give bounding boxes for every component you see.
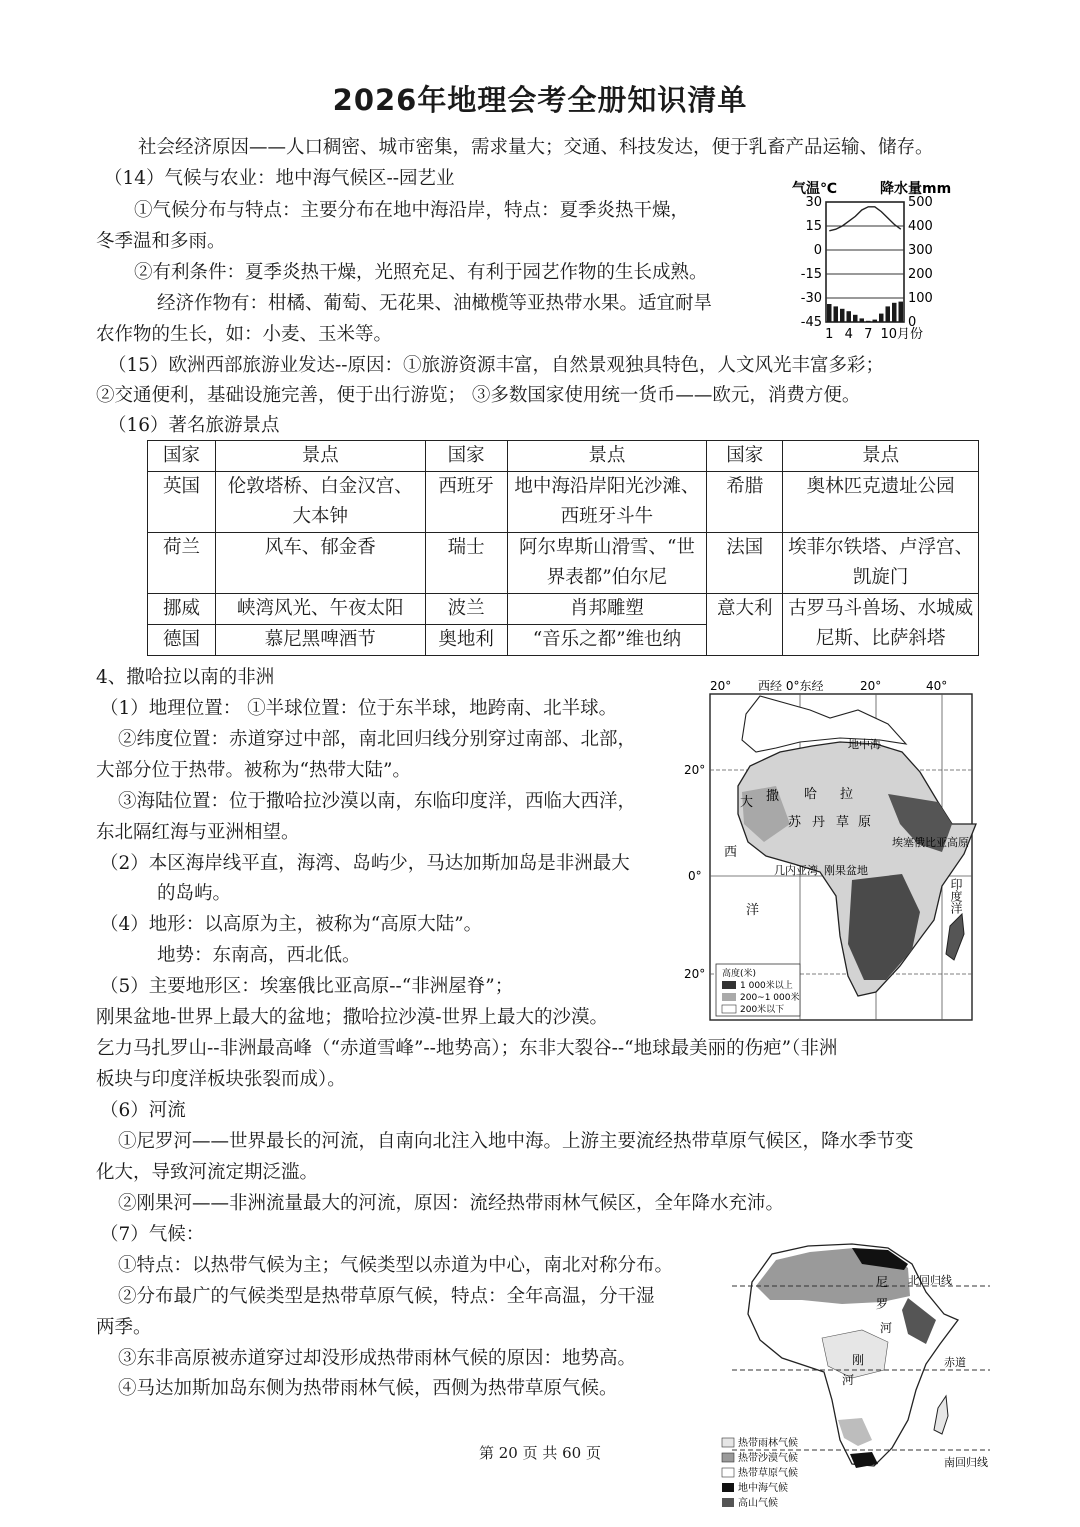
header-cell: 国家 xyxy=(707,441,783,472)
tourist-spots-table xyxy=(147,440,979,656)
map-label: 丹 xyxy=(812,815,826,830)
header-cell: 景点 xyxy=(783,441,979,472)
country-cell: 意大利 xyxy=(707,594,783,656)
text-line: 化大，导致河流定期泛滥。 xyxy=(96,1162,319,1183)
spot-cell: 风车、郁金香 xyxy=(215,533,425,594)
spot-cell: 埃菲尔铁塔、卢浮宫、凯旋门 xyxy=(783,533,979,594)
precip-axis-label: 降水量mm xyxy=(880,181,952,197)
temp-tick-label: -15 xyxy=(800,267,822,282)
madagascar xyxy=(934,1396,948,1434)
map-label: 撒 xyxy=(766,789,780,804)
page-number: 第 20 页 共 60 页 xyxy=(478,1444,601,1462)
month-tick-label: 10月份 xyxy=(880,327,924,342)
precip-tick-label: 300 xyxy=(908,243,933,258)
map-label: 刚 xyxy=(852,1353,865,1367)
legend-title: 高度(米) xyxy=(722,969,757,979)
legend-item: 200米以下 xyxy=(740,1005,785,1015)
table-row xyxy=(148,472,979,533)
text-line: ③东非高原被赤道穿过却没形成热带雨林气候的原因：地势高。 xyxy=(118,1348,637,1369)
precip-bar xyxy=(886,306,891,322)
lon-label: 20° xyxy=(860,679,882,693)
header-cell: 国家 xyxy=(425,441,507,472)
map-label: 河 xyxy=(880,1321,893,1335)
map-label: 苏 xyxy=(788,815,802,830)
map-label: 大 xyxy=(740,795,754,810)
precip-bar xyxy=(873,320,878,322)
spot-cell: “音乐之都”维也纳 xyxy=(507,625,707,656)
lat-label: 20° xyxy=(684,763,706,777)
header-cell: 景点 xyxy=(507,441,707,472)
map-label-gulf-of-guinea: 几内亚湾 xyxy=(774,864,818,877)
header-cell: 国家 xyxy=(148,441,216,472)
text-line: ①尼罗河——世界最长的河流，自南向北注入地中海。上游主要流经热带草原气候区，降水季节变 xyxy=(118,1131,914,1152)
text-line: ④马达加斯加岛东侧为热带雨林气候，西侧为热带草原气候。 xyxy=(118,1378,618,1399)
map-label: 西 xyxy=(724,845,738,860)
text-line: ①气候分布与特点：主要分布在地中海沿岸，特点：夏季炎热干燥， xyxy=(134,200,690,221)
section-heading: （16）著名旅游景点 xyxy=(108,415,280,436)
lon-label: 40° xyxy=(926,679,948,693)
map-label-indian-ocean: 印度洋 xyxy=(949,878,963,914)
map-label: 草 xyxy=(836,815,850,830)
table-row xyxy=(148,533,979,594)
precip-tick-label: 0 xyxy=(908,315,917,330)
spot-cell: 伦敦塔桥、白金汉宫、大本钟 xyxy=(215,472,425,533)
text-line: 乞力马扎罗山--非洲最高峰（“赤道雪峰”--地势高）；东非大裂谷--“地球最美丽的伤疤”（非洲 xyxy=(96,1038,838,1059)
legend-item: 热带草原气候 xyxy=(738,1468,798,1479)
precip-tick-label: 400 xyxy=(908,219,933,234)
legend-item: 200~1 000米 xyxy=(740,993,800,1003)
temp-tick-label: 30 xyxy=(805,195,822,210)
text-line: ②交通便利，基础设施完善，便于出行游览； ③多数国家使用统一货币——欧元，消费方便。 xyxy=(96,385,861,406)
table-row xyxy=(148,594,979,625)
lat-label: 20° xyxy=(684,967,706,981)
section-heading: 4、撒哈拉以南的非洲 xyxy=(96,667,275,688)
precip-bar xyxy=(899,302,904,322)
spot-cell: 地中海沿岸阳光沙滩、西班牙斗牛 xyxy=(507,472,707,533)
tropic-of-cancer-label: 北回归线 xyxy=(908,1274,952,1287)
text-line: ②刚果河——非洲流量最大的河流，原因：流经热带雨林气候区，全年降水充沛。 xyxy=(118,1193,785,1214)
temp-tick-label: 15 xyxy=(805,219,822,234)
month-tick-label: 4 xyxy=(844,327,853,342)
country-cell: 波兰 xyxy=(425,594,507,625)
lat-label: 0° xyxy=(688,869,702,883)
lon-label: 西经 0°东经 xyxy=(758,679,824,693)
text-line: 东北隔红海与亚洲相望。 xyxy=(96,822,300,843)
precip-bar xyxy=(834,306,839,322)
country-cell: 挪威 xyxy=(148,594,216,625)
text-line: 两季。 xyxy=(96,1317,152,1338)
section-heading: （6）河流 xyxy=(100,1100,186,1121)
text-line: ②有利条件：夏季炎热干燥，光照充足、有利于园艺作物的生长成熟。 xyxy=(134,262,708,283)
country-cell: 荷兰 xyxy=(148,533,216,594)
country-cell: 西班牙 xyxy=(425,472,507,533)
precip-bar xyxy=(847,311,852,322)
precip-tick-label: 500 xyxy=(908,195,933,210)
legend-item: 热带雨林气候 xyxy=(738,1438,798,1449)
map-label-mediterranean: 地中海 xyxy=(848,738,881,751)
text-line: （4）地形：以高原为主，被称为“高原大陆”。 xyxy=(100,914,483,935)
page-title: 2026年地理会考全册知识清单 xyxy=(332,83,748,117)
equator-label: 赤道 xyxy=(944,1356,966,1369)
text-line: （1）地理位置： ①半球位置：位于东半球，地跨南、北半球。 xyxy=(100,698,618,719)
table-header-row xyxy=(148,441,979,472)
legend-item: 高山气候 xyxy=(738,1498,778,1509)
tropic-of-capricorn-label: 南回归线 xyxy=(944,1456,988,1469)
section-heading: （7）气候： xyxy=(100,1224,205,1245)
spot-cell: 阿尔卑斯山滑雪、“世界表都”伯尔尼 xyxy=(507,533,707,594)
country-cell: 奥地利 xyxy=(425,625,507,656)
legend-item: 1 000米以上 xyxy=(740,981,793,991)
precip-bar xyxy=(860,318,865,322)
text-line: （2）本区海岸线平直，海湾、岛屿少，马达加斯加岛是非洲最大 xyxy=(100,853,630,874)
country-cell: 英国 xyxy=(148,472,216,533)
spot-cell: 慕尼黑啤酒节 xyxy=(215,625,425,656)
text-line: 社会经济原因——人口稠密、城市密集，需求量大；交通、科技发达，便于乳畜产品运输、储存。 xyxy=(138,137,934,158)
spot-cell: 古罗马斗兽场、水城威尼斯、比萨斜塔 xyxy=(783,594,979,656)
precip-bar xyxy=(879,314,884,322)
text-line: 冬季温和多雨。 xyxy=(96,231,226,252)
map-label: 河 xyxy=(842,1373,855,1387)
country-cell: 瑞士 xyxy=(425,533,507,594)
country-cell: 希腊 xyxy=(707,472,783,533)
map-label: 罗 xyxy=(876,1297,889,1311)
text-line: 地势：东南高，西北低。 xyxy=(157,945,361,966)
map-label: 尼 xyxy=(876,1275,889,1289)
precip-tick-label: 100 xyxy=(908,291,933,306)
map-label: 原 xyxy=(858,815,872,830)
spot-cell: 奥林匹克遗址公园 xyxy=(783,472,979,533)
section-heading: （14）气候与农业：地中海气候区--园艺业 xyxy=(104,168,455,189)
temp-axis-label: 气温℃ xyxy=(792,181,837,197)
section-heading: （15）欧洲西部旅游业发达--原因：①旅游资源丰富，自然景观独具特色，人文风光丰富多彩； xyxy=(108,355,885,376)
text-line: ②纬度位置：赤道穿过中部，南北回归线分别穿过南部、北部， xyxy=(118,729,637,750)
text-line: （5）主要地形区：埃塞俄比亚高原--“非洲屋脊”； xyxy=(100,976,514,997)
legend-item: 热带沙漠气候 xyxy=(738,1453,798,1464)
africa-relief-map xyxy=(680,674,980,1022)
temp-tick-label: -45 xyxy=(800,315,822,330)
text-line: ②分布最广的气候类型是热带草原气候，特点：全年高温，分干湿 xyxy=(118,1286,655,1307)
text-line: 经济作物有：柑橘、葡萄、无花果、油橄榄等亚热带水果。适宜耐旱 xyxy=(157,293,713,314)
legend-item: 地中海气候 xyxy=(738,1483,788,1494)
map-label: 洋 xyxy=(746,903,760,918)
text-line: ③海陆位置：位于撒哈拉沙漠以南，东临印度洋，西临大西洋， xyxy=(118,791,637,812)
map-label-ethiopian-highland: 埃塞俄比亚高原 xyxy=(892,836,969,849)
precip-bar xyxy=(840,309,845,322)
spot-cell: 肖邦雕塑 xyxy=(507,594,707,625)
precip-bar xyxy=(892,303,897,322)
africa-climate-map xyxy=(712,1240,1002,1520)
temp-tick-label: -30 xyxy=(800,291,822,306)
climate-chart xyxy=(786,176,986,346)
map-label: 哈 xyxy=(804,787,818,802)
precip-bar xyxy=(853,315,858,322)
precip-tick-label: 200 xyxy=(908,267,933,282)
text-line: ①特点：以热带气候为主；气候类型以赤道为中心，南北对称分布。 xyxy=(118,1255,674,1276)
text-line: 农作物的生长，如：小麦、玉米等。 xyxy=(96,324,393,345)
precip-bar xyxy=(866,321,871,322)
text-line: 刚果盆地-世界上最大的盆地；撒哈拉沙漠-世界上最大的沙漠。 xyxy=(96,1007,609,1028)
lon-label: 20° xyxy=(710,679,732,693)
header-cell: 景点 xyxy=(215,441,425,472)
month-tick-label: 7 xyxy=(864,327,873,342)
map-label-congo-basin: 刚果盆地 xyxy=(824,864,868,877)
text-line: 板块与印度洋板块张裂而成）。 xyxy=(96,1069,346,1090)
text-line: 大部分位于热带。被称为“热带大陆”。 xyxy=(96,760,411,781)
country-cell: 法国 xyxy=(707,533,783,594)
spot-cell: 峡湾风光、午夜太阳 xyxy=(215,594,425,625)
precip-bar xyxy=(827,304,832,322)
map-label: 拉 xyxy=(840,787,854,802)
temp-tick-label: 0 xyxy=(813,243,822,258)
month-tick-label: 1 xyxy=(825,327,834,342)
temperature-line xyxy=(829,207,901,231)
text-line: 的岛屿。 xyxy=(157,883,232,904)
country-cell: 德国 xyxy=(148,625,216,656)
